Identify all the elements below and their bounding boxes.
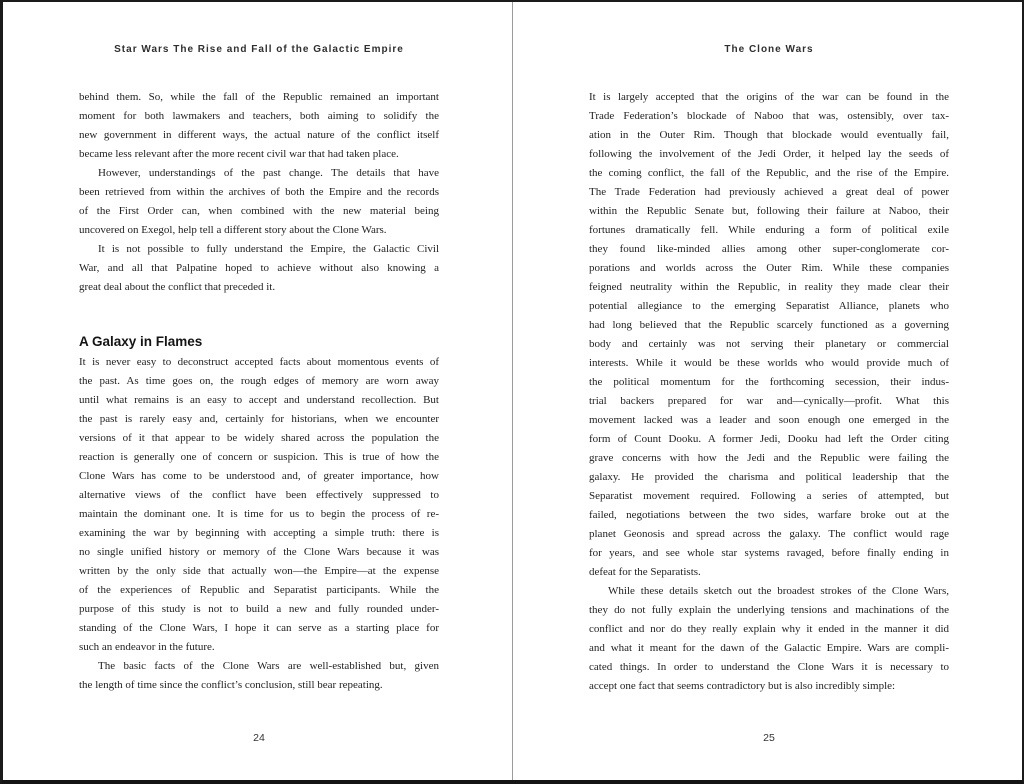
text-line: conflict and nor do they really explain why it ended in the manner it did <box>589 623 949 635</box>
paragraph <box>589 582 949 696</box>
text-line: trial backers prepared for war and—cynically—profit. What this <box>589 395 949 407</box>
text-line: It is never easy to deconstruct accepted facts about momentous events of <box>79 356 439 368</box>
page-number-right: 25 <box>763 732 775 744</box>
text-line: galaxy. He provided the charisma and political leadership that the <box>589 471 949 483</box>
text-line: maintain the dominant one. It is time for us to begin the process of re- <box>79 508 439 520</box>
text-line: the past. As time goes on, the rough edges of memory are worn away <box>79 375 439 387</box>
text-line: became less relevant after the more recent civil war that had taken place. <box>79 148 399 160</box>
section-heading: A Galaxy in Flames <box>79 334 203 349</box>
text-line: War, and all that Palpatine hoped to achieve without also knowing a <box>79 262 439 274</box>
text-line: they do not fully explain the underlying tensions and machinations of the <box>589 604 949 616</box>
text-line: behind them. So, while the fall of the Republic remained an important <box>79 91 439 103</box>
text-line: While these details sketch out the broadest strokes of the Clone Wars, <box>608 585 949 597</box>
text-line: The Trade Federation had previously achieved a great deal of power <box>589 186 949 198</box>
page-left <box>79 2 439 782</box>
paragraph <box>79 657 439 695</box>
text-line: the coming conflict, the fall of the Republic, and the rise of the Empire. <box>589 167 949 179</box>
text-line: form of Count Dooku. A former Jedi, Dooku had left the Order citing <box>589 433 949 445</box>
text-line: body and certainly was not serving their planetary or commercial <box>589 338 949 350</box>
page-gutter-divider <box>512 2 513 780</box>
text-line: following the involvement of the Jedi Order, it helped lay the seeds of <box>589 148 949 160</box>
text-line: cated things. In order to understand the Clone Wars it is necessary to <box>589 661 949 673</box>
text-line: the past is rarely easy and, certainly for historians, when we encounter <box>79 413 439 425</box>
body-text-right <box>589 88 949 696</box>
text-line: until what remains is an easy to accept and understand recollection. But <box>79 394 439 406</box>
text-line: It is not possible to fully understand the Empire, the Galactic Civil <box>98 243 439 255</box>
paragraph <box>589 88 949 582</box>
running-head-left: Star Wars The Rise and Fall of the Galactic Empire <box>114 44 404 55</box>
text-line: no single unified history or memory of the Clone Wars because it was <box>79 546 439 558</box>
text-line: such an endeavor in the future. <box>79 641 215 653</box>
text-line: versions of it that appear to be widely shared across the population the <box>79 432 439 444</box>
paragraph <box>79 88 439 164</box>
text-line: standing of the Clone Wars, I hope it can serve as a starting place for <box>79 622 439 634</box>
page-right <box>589 2 949 782</box>
text-line: Separatist movement required. Following a series of attempted, but <box>589 490 949 502</box>
text-line: failed, negotiations between the two sides, warfare broke out at the <box>589 509 949 521</box>
text-line: It is largely accepted that the origins of the war can be found in the <box>589 91 949 103</box>
text-line: uncovered on Exegol, help tell a different story about the Clone Wars. <box>79 224 387 236</box>
text-line: and what it meant for the dawn of the Galactic Empire. Wars are compli- <box>589 642 949 654</box>
paragraph <box>79 353 439 657</box>
text-line: grave concerns with how the Jedi and the Republic were failing the <box>589 452 949 464</box>
text-line: fortunes dramatically fell. While enduring a form of political exile <box>589 224 949 236</box>
text-line: within the Republic Senate but, following their failure at Naboo, their <box>589 205 949 217</box>
paragraph <box>79 164 439 240</box>
text-line: interests. While it would be these worlds who would provide much of <box>589 357 949 369</box>
body-text-left <box>79 88 439 695</box>
text-line: of the experiences of Republic and Separatist participants. While the <box>79 584 439 596</box>
text-line: the political momentum for the forthcoming secession, their indus- <box>589 376 949 388</box>
text-line: movement lacked was a leader and soon enough one emerged in the <box>589 414 949 426</box>
text-line: Trade Federation’s blockade of Naboo that was, ostensibly, over tax- <box>589 110 949 122</box>
text-line: ation in the Outer Rim. Though that blockade would eventually fail, <box>589 129 949 141</box>
text-line: potential allegiance to the emerging Separatist Alliance, planets who <box>589 300 949 312</box>
text-line: new government in different ways, the actual nature of the conflict itself <box>79 129 439 141</box>
text-line: The basic facts of the Clone Wars are well-established but, given <box>98 660 439 672</box>
text-line: for years, and see whole star systems ravaged, before finally ending in <box>589 547 949 559</box>
text-line: planet Geonosis and spread across the galaxy. The conflict would rage <box>589 528 949 540</box>
text-line: accept one fact that seems contradictory but is also incredibly simple: <box>589 680 896 692</box>
text-line: they found like-minded allies among other super-conglomerate cor- <box>589 243 949 255</box>
text-line: alternative views of the conflict have been effectively suppressed to <box>79 489 439 501</box>
text-line: been retrieved from within the archives of both the Empire and the records <box>79 186 439 198</box>
text-line: written by the only side that actually won—the Empire—at the expense <box>79 565 439 577</box>
text-line: had long believed that the Republic scarcely functioned as a governing <box>589 319 949 331</box>
text-line: porations and worlds across the Outer Rim. While these companies <box>589 262 949 274</box>
page-number-left: 24 <box>253 732 265 744</box>
text-line: examining the war by beginning with accepting a simple truth: there is <box>79 527 439 539</box>
text-line: the length of time since the conflict’s conclusion, still bear repeating. <box>79 679 383 691</box>
paragraph <box>79 240 439 297</box>
text-line: of the First Order can, when combined with the new material being <box>79 205 439 217</box>
text-line: Clone Wars has come to be understood and, of greater importance, how <box>79 470 439 482</box>
text-line: feigned neutrality within the Republic, in reality they made clear their <box>589 281 949 293</box>
text-line: defeat for the Separatists. <box>589 566 701 578</box>
text-line: purpose of this study is not to build a new and fully rounded under- <box>79 603 439 615</box>
text-line: However, understandings of the past change. The details that have <box>98 167 439 179</box>
text-line: great deal about the conflict that preceded it. <box>79 281 276 293</box>
text-line: reaction is generally one of concern or suspicion. This is true of how the <box>79 451 439 463</box>
text-line: moment for both lawmakers and teachers, both aiming to solidify the <box>79 110 439 122</box>
running-head-right: The Clone Wars <box>724 44 814 55</box>
